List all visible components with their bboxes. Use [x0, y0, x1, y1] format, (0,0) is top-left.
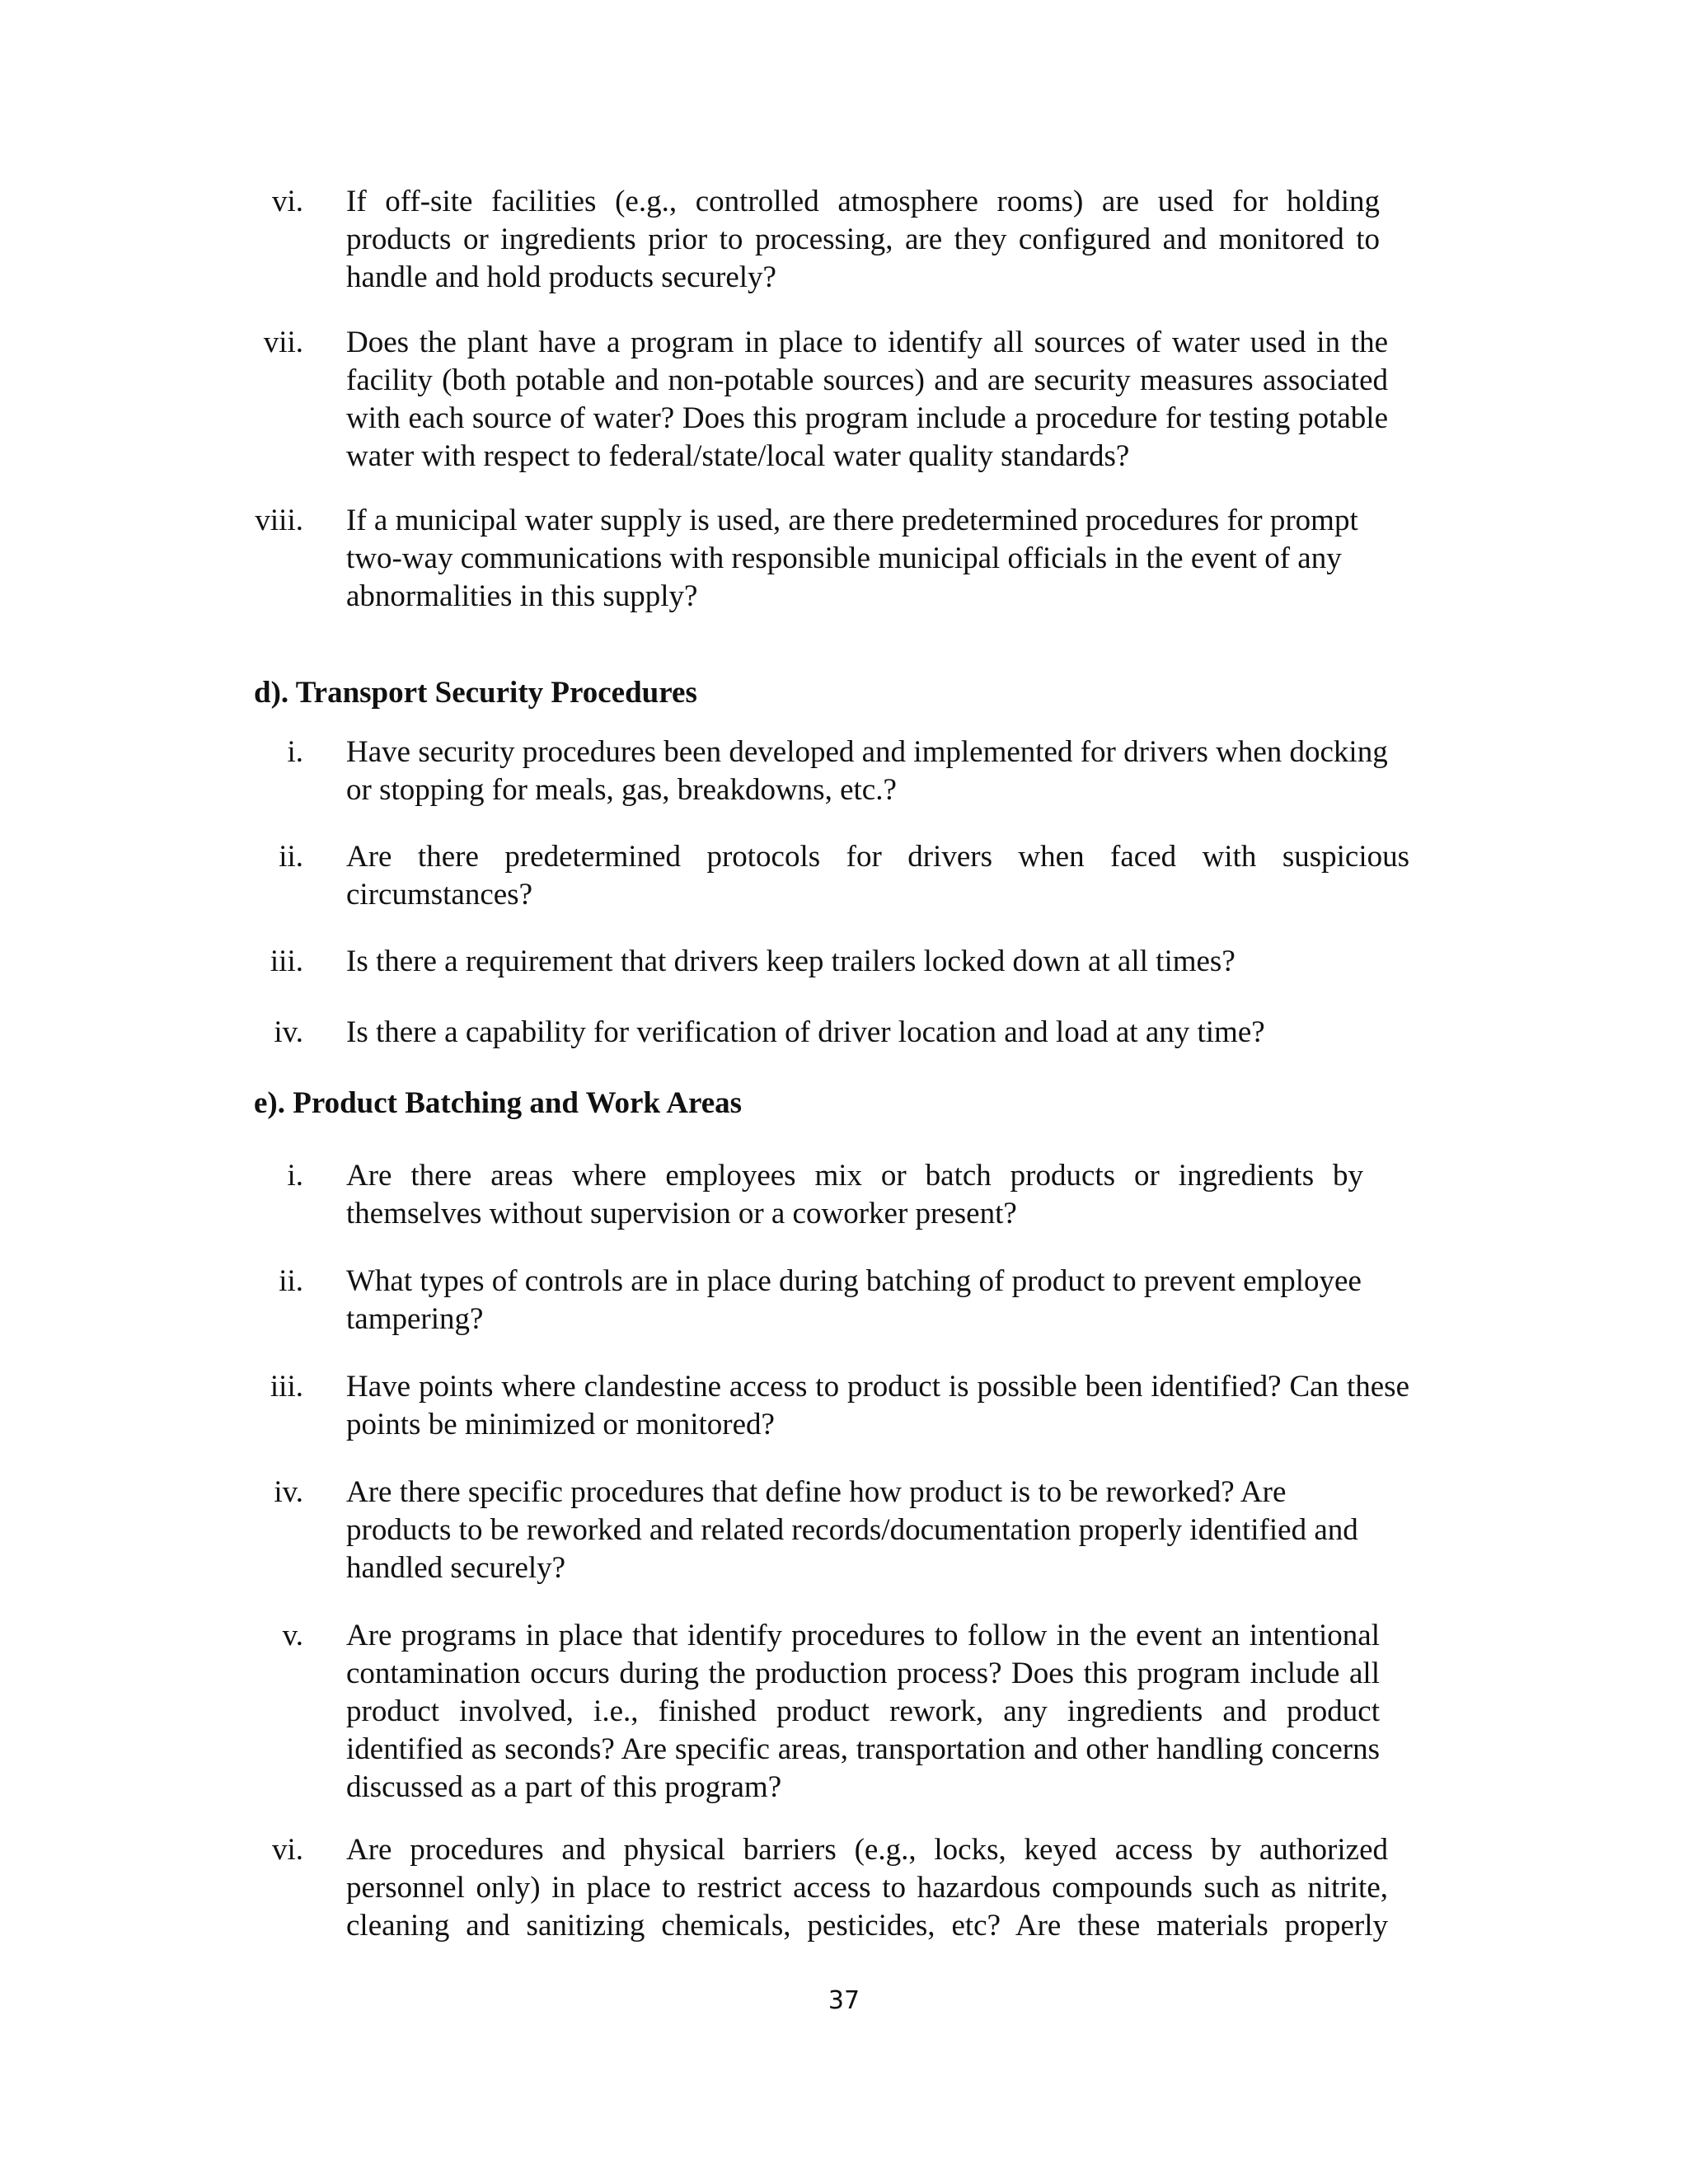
- item-text: Are procedures and physical barriers (e.g., locks, keyed access by authorized personnel only) in place to restrict access to hazardous compounds such as nitrite, cleaning and sanitizing chemicals, pesticides, etc? Are these materials properly: [346, 1833, 1388, 1943]
- section-heading-d: d). Transport Security Procedures: [254, 676, 697, 710]
- item-text: What types of controls are in place during batching of product to prevent employee tampering?: [346, 1264, 1362, 1336]
- item-number: vii.: [263, 326, 303, 359]
- item-text: Are there specific procedures that define how product is to be reworked? Are products to be reworked and related records/documentation properly identified and handled securely?: [346, 1475, 1358, 1585]
- item-text: Is there a capability for verification of driver location and load at any time?: [346, 1015, 1265, 1049]
- item-text: Is there a requirement that drivers keep trailers locked down at all times?: [346, 944, 1236, 978]
- item-number: viii.: [255, 504, 303, 537]
- item-number: vi.: [271, 1833, 303, 1867]
- item-number: ii.: [279, 1264, 303, 1298]
- item-text: Does the plant have a program in place to identify all sources of water used in the facility (both potable and non-potable sources) and are security measures associated with each source of water? Does this program include a procedure for testing potable water with respect to federal/state/local water quality standards?: [346, 326, 1388, 473]
- item-number: vi.: [271, 185, 303, 218]
- item-text: Have security procedures been developed and implemented for drivers when docking or stopping for meals, gas, breakdowns, etc.?: [346, 735, 1388, 807]
- item-number: v.: [282, 1619, 303, 1652]
- item-text: Have points where clandestine access to product is possible been identified? Can these points be minimized or monitored?: [346, 1370, 1409, 1441]
- item-text: If off-site facilities (e.g., controlled atmosphere rooms) are used for holding products or ingredients prior to processing, are they configured and monitored to handle and hold products securely?: [346, 185, 1380, 294]
- item-number: iii.: [270, 1370, 303, 1404]
- item-number: i.: [287, 735, 303, 769]
- item-text: Are programs in place that identify procedures to follow in the event an intentional contamination occurs during the production process? Does this program include all product involved, i.e., finished product rework, any ingredients and product identified as seconds? Are specific areas, transportation and other handling concerns discussed as a part of this program?: [346, 1619, 1380, 1804]
- item-text: Are there areas where employees mix or batch products or ingredients by themselves without supervision or a coworker present?: [346, 1159, 1363, 1230]
- item-text: If a municipal water supply is used, are there predetermined procedures for prompt two-way communications with responsible municipal officials in the event of any abnormalities in this supply?: [346, 504, 1358, 613]
- item-number: iv.: [274, 1475, 303, 1509]
- item-number: iv.: [274, 1015, 303, 1049]
- item-number: i.: [287, 1159, 303, 1193]
- item-number: ii.: [279, 840, 303, 874]
- item-text: Are there predetermined protocols for drivers when faced with suspicious circumstances?: [346, 840, 1409, 912]
- section-heading-e: e). Product Batching and Work Areas: [254, 1086, 743, 1120]
- item-number: iii.: [270, 944, 303, 978]
- page-number: 37: [828, 1986, 860, 2015]
